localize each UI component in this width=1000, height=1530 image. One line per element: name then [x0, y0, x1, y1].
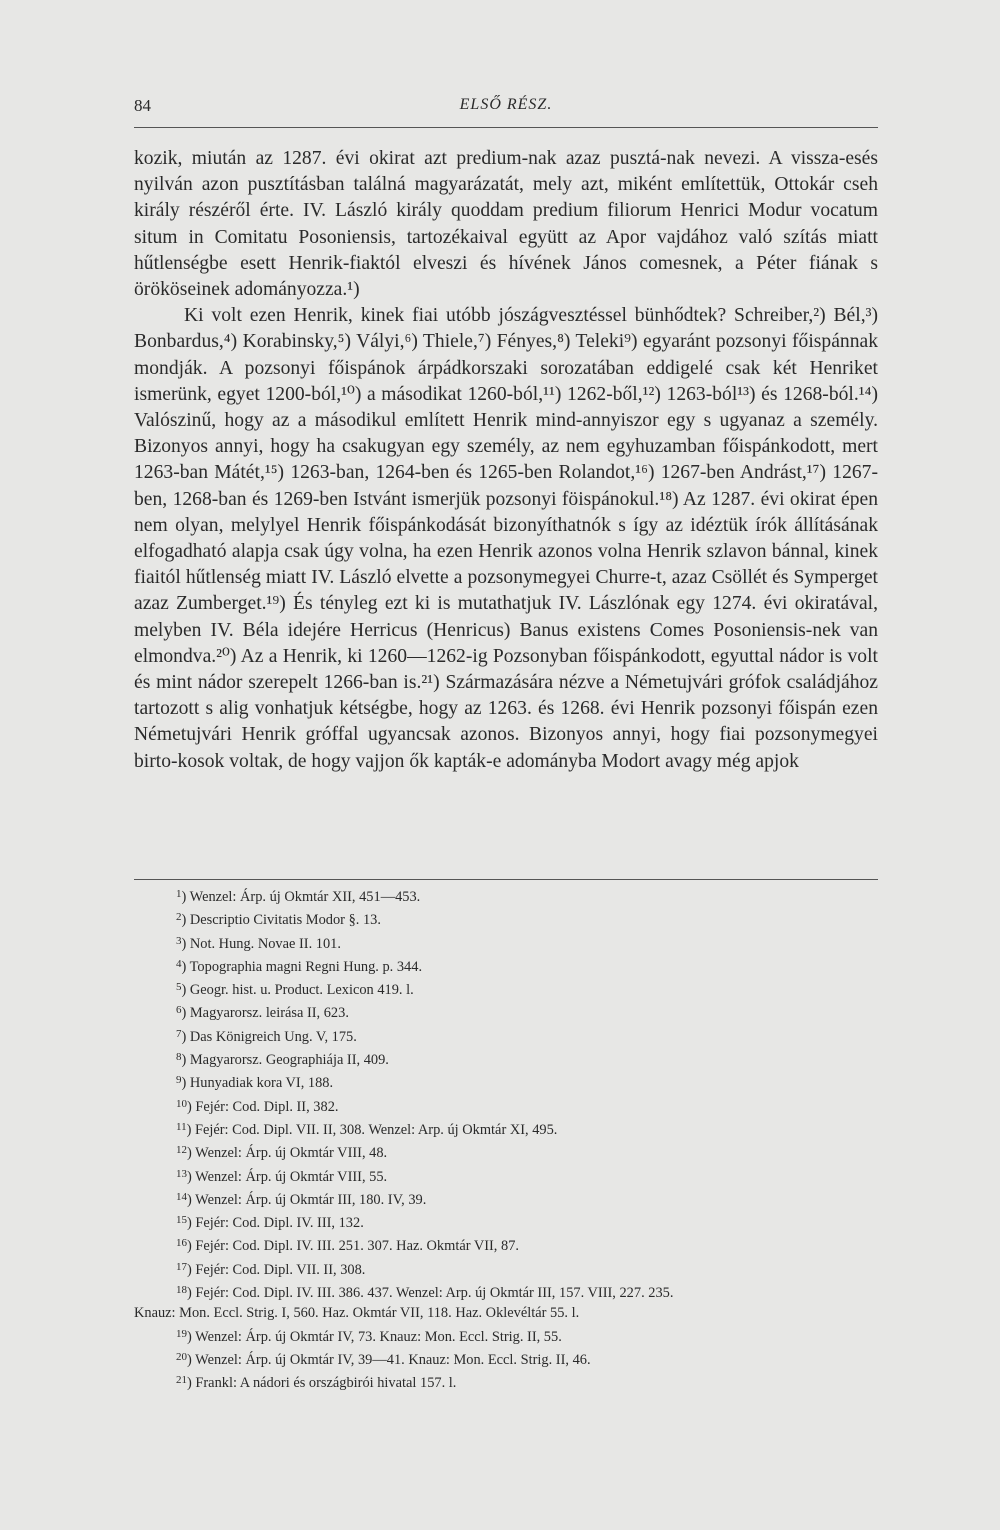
- footnote-mark: 18: [176, 1284, 187, 1297]
- footnote-text: Fejér: Cod. Dipl. IV. III. 386. 437. Wenzel: Arp. új Okmtár III, 157. VIII, 227. 235.: [195, 1285, 674, 1302]
- footnote-mark: 9: [176, 1074, 182, 1087]
- footnote: $^{20}$) Wenzel: Árp. új Okmtár IV, 39—41. Knauz: Mon. Eccl. Strig. II, 46.: [176, 1350, 591, 1368]
- footnote-text: Magyarorsz. Geographiája II, 409.: [189, 1052, 389, 1069]
- footnote-mark: 17: [176, 1260, 187, 1273]
- footnotes: [134, 884, 878, 1394]
- paragraph: Ki volt ezen Henrik, kinek fiai utóbb jószágvesztéssel bünhődtek? Schreiber,²) Bél,³) Bonbardus,⁴) Korabinsky,⁵) Vályi,⁶) Thiele,⁷) Fényes,⁸) Teleki⁹) egyaránt pozsonyi főispánnak mondják. A pozsonyi főispánok árpádkorszaki sorozatában eddigelé csak két Henriket ismerünk, egyet 1200-ból,¹⁰) a másodikat 1260-ból,¹¹) 1262-ből,¹²) 1263-ból¹³) és 1268-ból.¹⁴) Valószinű, hogy az a másodikul említett Henrik mind-annyiszor egy s ugyanaz a személy. Bizonyos annyi, hogy ha csakugyan egy személy, az nem egyhuzamban főispánkodott, mert 1263-ban Mátét,¹⁵) 1263-ban, 1264-ben és 1265-ben Rolandot,¹⁶) 1267-ben Andrást,¹⁷) 1267-ben, 1268-ban és 1269-ben Istvánt ismerjük pozsonyi föispánokul.¹⁸) Az 1287. évi okirat épen nem olyan, melylyel Henrik főispánkodását bizonyíthatnók s így az idéztük írók állításának elfogadható alapja csak úgy volna, ha ezen Henrik azonos volna Henrik szlavon bánnal, kinek fiaitól hűtlenség miatt IV. László elvette a pozsonymegyei Churre-t, azaz Csöllét és Symperget azaz Zumberget.¹⁹) És tényleg ezt ki is mutathatjuk IV. Lászlónak egy 1274. évi okiratával, melyben IV. Béla idejére Herricus (Henricus) Banus existens Comes Posoniensis-nek van elmondva.²⁰) Az a Henrik, ki 1260—1262-ig Pozsonyban főispánkodott, egyuttal nádor is volt és mint nádor szerepelt 1266-ban is.²¹) Származására nézve a Németujvári grófok családjához tartozott s alig vonhatjuk kétségbe, hogy az 1263. és 1268. évi Henrik pozsonyi főispán ezen Németujvári Henrik gróffal ugyancsak azonos. Bizonyos annyi, hogy fiai pozsonymegyei birto-kosok voltak, de hogy vajjon ők kapták-e adományba Modort avagy még apjok: [134, 305, 878, 772]
- footnote-text: Wenzel: Árp. új Okmtár IV, 73. Knauz: Mon. Eccl. Strig. II, 55.: [195, 1328, 562, 1345]
- footnote-text: Frankl: A nádori és országbirói hivatal 157. l.: [195, 1375, 457, 1392]
- footnote: $^{16}$) Fejér: Cod. Dipl. IV. III. 251. 307. Haz. Okmtár VII, 87.: [176, 1237, 519, 1255]
- footnote-mark: 13: [176, 1167, 187, 1180]
- header-rule: [134, 127, 878, 128]
- running-head: [134, 96, 878, 122]
- footnote-text: Fejér: Cod. Dipl. VII. II, 308.: [195, 1261, 366, 1278]
- footnote-mark: 15: [176, 1214, 187, 1227]
- footnote-text: Wenzel: Árp. új Okmtár VIII, 55.: [195, 1168, 388, 1185]
- footnote-mark: 5: [176, 981, 182, 994]
- footnote: $^{17}$) Fejér: Cod. Dipl. VII. II, 308.: [176, 1260, 366, 1278]
- footnote-mark: 14: [176, 1190, 187, 1203]
- footnote: $^{11}$) Fejér: Cod. Dipl. VII. II, 308. Wenzel: Arp. új Okmtár XI, 495.: [176, 1120, 558, 1138]
- footnote-mark: 10: [176, 1097, 187, 1110]
- footnote: $^7$) Das Königreich Ung. V, 175.: [176, 1027, 357, 1045]
- footnote-mark: 8: [176, 1051, 182, 1064]
- footnote-text: Wenzel: Árp. új Okmtár III, 180. IV, 39.: [195, 1191, 427, 1208]
- footnote-mark: 4: [176, 957, 182, 970]
- footnote-text: Wenzel: Árp. új Okmtár VIII, 48.: [195, 1145, 388, 1162]
- footnote-text: Fejér: Cod. Dipl. II, 382.: [195, 1098, 339, 1115]
- footnote: $^{12}$) Wenzel: Árp. új Okmtár VIII, 48.: [176, 1144, 388, 1162]
- footnote: $^6$) Magyarorsz. leirása II, 623.: [176, 1004, 349, 1022]
- footnote: $^{19}$) Wenzel: Árp. új Okmtár IV, 73. Knauz: Mon. Eccl. Strig. II, 55.: [176, 1327, 562, 1345]
- footnote-text: Hunyadiak kora VI, 188.: [189, 1075, 334, 1092]
- footnote-mark: 12: [176, 1144, 187, 1157]
- footnote-text: Magyarorsz. leirása II, 623.: [189, 1005, 349, 1022]
- footnote: $^{15}$) Fejér: Cod. Dipl. IV. III, 132.: [176, 1214, 364, 1232]
- footnote-text: Fejér: Cod. Dipl. VII. II, 308. Wenzel: Arp. új Okmtár XI, 495.: [194, 1121, 558, 1138]
- footnote-text: Wenzel: Árp. új Okmtár IV, 39—41. Knauz: Mon. Eccl. Strig. II, 46.: [195, 1351, 591, 1368]
- footnote-mark: 1: [176, 888, 182, 900]
- footnote-text: Fejér: Cod. Dipl. IV. III, 132.: [195, 1215, 364, 1232]
- footnote-text: Fejér: Cod. Dipl. IV. III. 251. 307. Haz. Okmtár VII, 87.: [195, 1238, 519, 1255]
- page-number: 84: [134, 96, 151, 115]
- footnote: $^{21}$) Frankl: A nádori és országbirói hivatal 157. l.: [176, 1374, 457, 1392]
- footnote: $^5$) Geogr. hist. u. Product. Lexicon 419. l.: [176, 981, 414, 999]
- footnote-text: Topographia magni Regni Hung. p. 344.: [189, 958, 423, 975]
- footnote: $^{18}$) Fejér: Cod. Dipl. IV. III. 386. 437. Wenzel: Arp. új Okmtár III, 157. VIII, 227. 235.: [176, 1284, 674, 1302]
- footnote: $^9$) Hunyadiak kora VI, 188.: [176, 1074, 334, 1092]
- footnote-text: Geogr. hist. u. Product. Lexicon 419. l.: [189, 982, 414, 999]
- footnote: $^3$) Not. Hung. Novae II. 101.: [176, 934, 341, 952]
- footnote: $^{14}$) Wenzel: Árp. új Okmtár III, 180. IV, 39.: [176, 1190, 427, 1208]
- footnote-continuation: Knauz: Mon. Eccl. Strig. I, 560. Haz. Okmtár VII, 118. Haz. Oklevéltár 55. l.: [134, 1305, 580, 1322]
- running-title: ELSŐ RÉSZ.: [459, 96, 553, 113]
- footnote: $^4$) Topographia magni Regni Hung. p. 344.: [176, 957, 423, 975]
- footnote-mark: 16: [176, 1237, 187, 1250]
- footnote: $^{10}$) Fejér: Cod. Dipl. II, 382.: [176, 1097, 339, 1115]
- footnote-mark: 11: [176, 1120, 187, 1133]
- footnote: $^{13}$) Wenzel: Árp. új Okmtár VIII, 55.: [176, 1167, 388, 1185]
- footnote: $^1$) Wenzel: Árp. új Okmtár XII, 451—453.: [176, 888, 421, 905]
- footnote-text: Descriptio Civitatis Modor §. 13.: [189, 912, 381, 929]
- paragraph: kozik, miután az 1287. évi okirat azt predium-nak azaz pusztá-nak nevezi. A vissza-esés nyilván azon pusztításban találná magyarázatát, mely azt, miként említettük, Ottokár cseh király részéről érte. IV. László király quoddam predium filiorum Henrici Modur vocatum situm in Comitatu Posoniensis, tartozékaival együtt az Apor vajdához való szítás miatt hűtlenségbe esett Henrik-fiaktól elveszi és hívének János comesnek, a Péter fiának s örököseinek adományozza.¹): [134, 148, 878, 301]
- footnote-mark: 21: [176, 1374, 187, 1387]
- footnote: $^2$) Descriptio Civitatis Modor §. 13.: [176, 911, 381, 929]
- footnote-mark: 7: [176, 1027, 182, 1040]
- footnote-mark: 3: [176, 934, 182, 947]
- footnote-mark: 6: [176, 1004, 182, 1017]
- footnote-mark: 19: [176, 1327, 187, 1340]
- footnote: $^8$) Magyarorsz. Geographiája II, 409.: [176, 1051, 389, 1069]
- footnote-text: Not. Hung. Novae II. 101.: [189, 935, 341, 952]
- body-text: [134, 146, 878, 775]
- footnote-text: Das Königreich Ung. V, 175.: [189, 1028, 357, 1045]
- footnote-rule: [134, 879, 878, 880]
- footnote-mark: 2: [176, 911, 182, 924]
- footnote-mark: 20: [176, 1350, 187, 1363]
- footnote-text: Wenzel: Árp. új Okmtár XII, 451—453.: [189, 889, 421, 905]
